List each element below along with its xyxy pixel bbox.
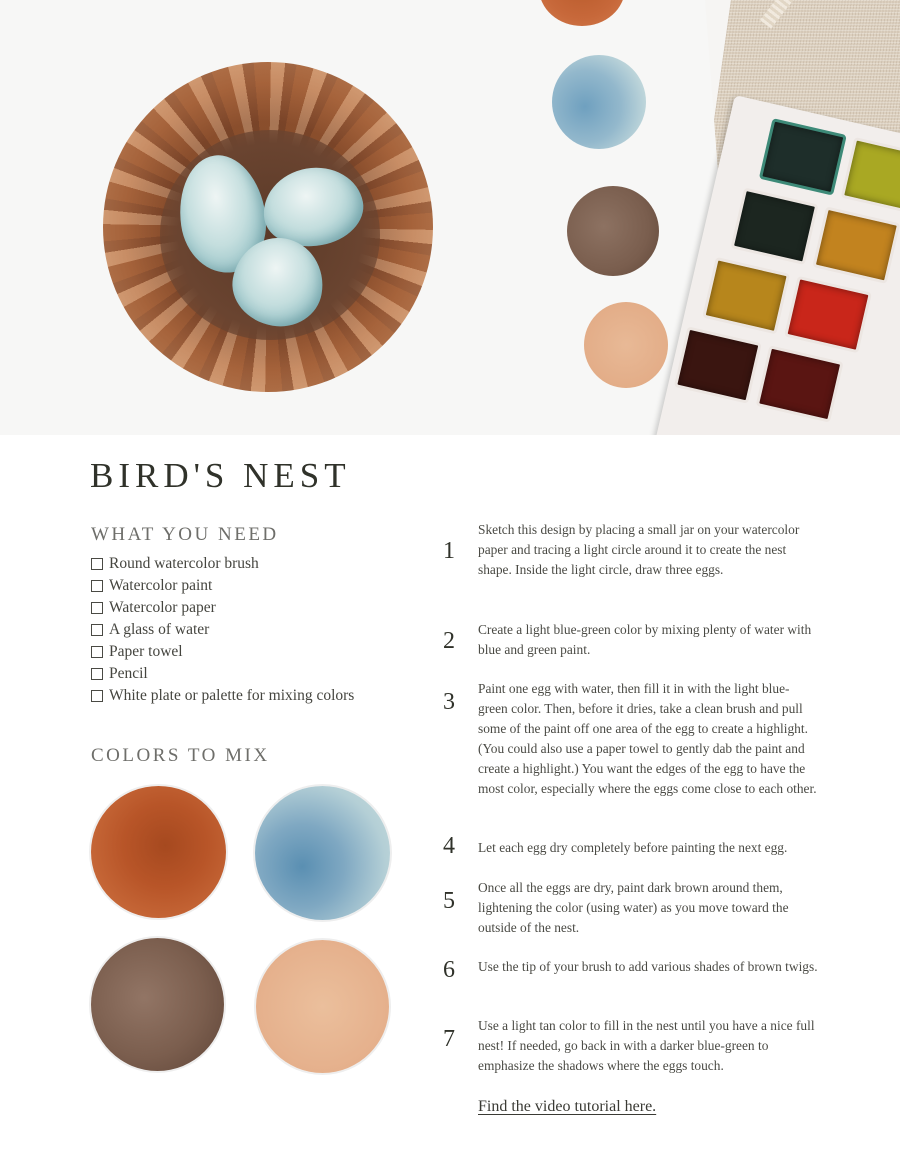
step-number: 4	[443, 833, 455, 859]
checklist-item[interactable]: White plate or palette for mixing colors	[91, 685, 354, 707]
photo-swatch-tan	[584, 302, 668, 388]
step-5	[440, 878, 840, 938]
paint-pan-red	[784, 276, 872, 354]
checklist-item[interactable]: Pencil	[91, 663, 354, 685]
checkbox-icon[interactable]	[91, 668, 103, 680]
step-number: 6	[443, 957, 455, 983]
step-number: 5	[443, 888, 455, 914]
photo-swatch-brown	[567, 186, 659, 276]
checkbox-icon[interactable]	[91, 690, 103, 702]
paint-pan-ochre	[812, 206, 900, 284]
checkbox-icon[interactable]	[91, 580, 103, 592]
step-number: 1	[443, 538, 455, 564]
supplies-checklist	[91, 553, 354, 707]
step-text: Sketch this design by placing a small jar on your watercolor paper and tracing a light circle around it to create the nest shape. Inside the light circle, draw three eggs.	[478, 522, 800, 577]
step-number: 3	[443, 689, 455, 715]
step-3	[440, 679, 840, 799]
checklist-item[interactable]: Round watercolor brush	[91, 553, 354, 575]
step-4	[440, 833, 840, 860]
checklist-item[interactable]: Watercolor paint	[91, 575, 354, 597]
step-number: 2	[443, 628, 455, 654]
step-text: Let each egg dry completely before painting the next egg.	[478, 840, 788, 855]
step-text: Create a light blue-green color by mixing plenty of water with blue and green paint.	[478, 622, 812, 657]
color-swatch-light-tan	[256, 940, 389, 1073]
checkbox-icon[interactable]	[91, 646, 103, 658]
paint-pan-dark-brown	[674, 326, 762, 404]
checkbox-icon[interactable]	[91, 602, 103, 614]
paint-pan-crimson	[756, 345, 844, 423]
hero-photo	[0, 0, 900, 435]
checkbox-icon[interactable]	[91, 624, 103, 636]
colors-to-mix-heading: COLORS TO MIX	[91, 745, 270, 766]
paint-pan-gold	[702, 257, 790, 335]
step-text: Use a light tan color to fill in the nest until you have a nice full nest! If needed, go back in with a darker blue-green to emphasize the shadows where the eggs touch.	[478, 1018, 815, 1073]
photo-swatch-blue	[552, 55, 646, 149]
video-tutorial-link[interactable]: Find the video tutorial here.	[478, 1098, 657, 1115]
step-text: Once all the eggs are dry, paint dark brown around them, lightening the color (using water) as you move toward the outside of the nest.	[478, 880, 789, 935]
paint-pan-yellow	[841, 137, 900, 215]
step-text: Use the tip of your brush to add various shades of brown twigs.	[478, 959, 818, 974]
checkbox-icon[interactable]	[91, 558, 103, 570]
color-swatch-dark-brown	[91, 938, 224, 1071]
paint-pan-black-green	[730, 187, 818, 265]
color-swatch-blue-green	[255, 786, 390, 920]
what-you-need-heading: WHAT YOU NEED	[91, 524, 279, 545]
page-title: BIRD'S NEST	[90, 456, 351, 495]
step-2	[440, 620, 840, 660]
step-text: Paint one egg with water, then fill it in with the light blue-green color. Then, before it dries, take a clean brush and pull some of the paint off one area of the egg to create a highlight. (You could also use a paper towel to gently dab the paint and create a highlight.) You want the edges of the egg to have the most color, especially where the eggs come close to each other.	[478, 681, 817, 796]
step-7	[440, 1016, 840, 1076]
paint-pan-dark-green	[759, 118, 847, 196]
step-1	[440, 520, 840, 580]
step-6	[440, 957, 840, 984]
checklist-item[interactable]: A glass of water	[91, 619, 354, 641]
color-swatch-burnt-orange	[91, 786, 226, 918]
checklist-item[interactable]: Paper towel	[91, 641, 354, 663]
checklist-item[interactable]: Watercolor paper	[91, 597, 354, 619]
step-number: 7	[443, 1026, 455, 1052]
